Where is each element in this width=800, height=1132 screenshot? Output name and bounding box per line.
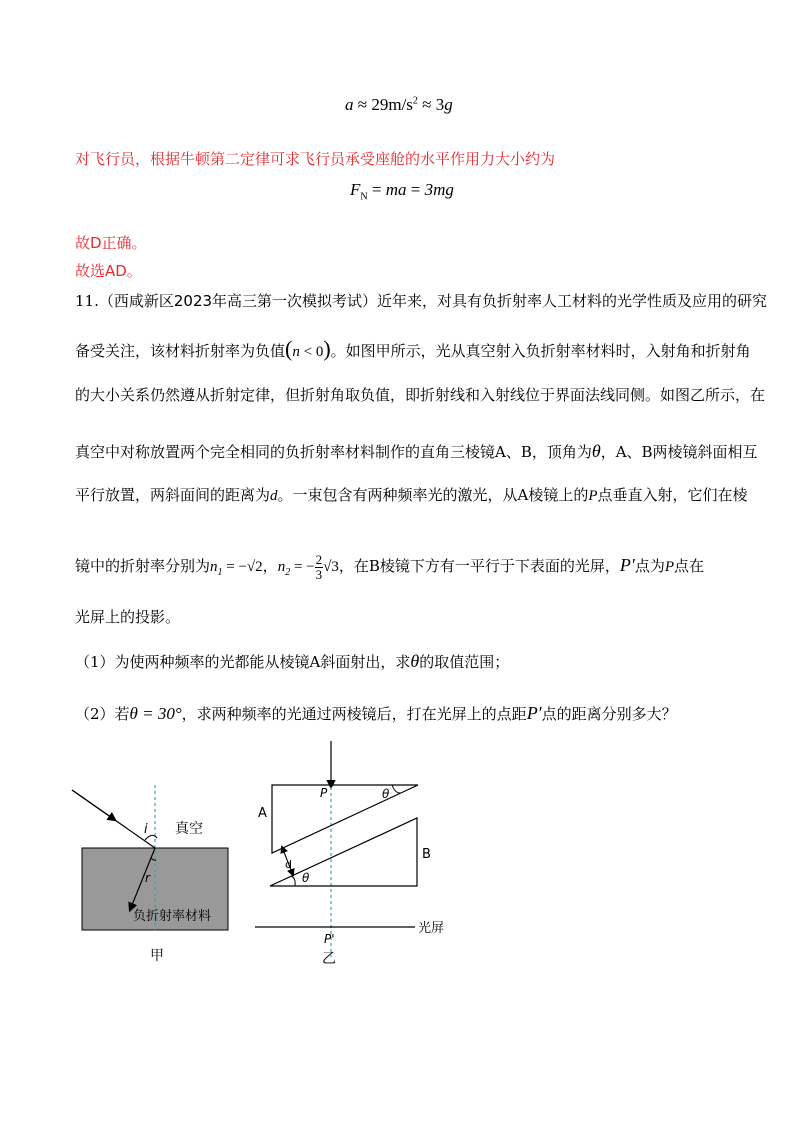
sub-question-2: （2）若θ = 30°，求两种频率的光通过两棱镜后，打在光屏上的点距P′点的距离分别多大？: [75, 703, 677, 723]
label-p-prime: P': [324, 932, 335, 946]
question-line-5: 平行放置，两斜面间的距离为d。一束包含有两种频率光的激光，从A棱镜上的P点垂直入射，它们在棱: [75, 486, 748, 504]
formula-normal-force: $F_N$ = ma = 3mg: [350, 180, 454, 203]
question-line-6: 镜中的折射率分别为$n_1 = -√2$，$n_2$ = − $\frac{2}{3}$ √3，在B棱镜下方有一平行于下表面的光屏，P′点为P点在: [75, 552, 705, 583]
figure-yi: [250, 735, 460, 970]
label-r: r: [145, 871, 150, 885]
label-i: i: [144, 822, 148, 837]
prism-a: [272, 785, 418, 853]
caption-yi: 乙: [322, 951, 336, 967]
theta-arc-bottom: [291, 876, 295, 886]
formula-acceleration: $a \approx 29m/s^2 \approx 3g$: [345, 95, 453, 114]
caption-jia: 甲: [150, 948, 164, 964]
sub-question-1: （1）为使两种频率的光都能从棱镜A斜面射出，求θ的取值范围；: [75, 651, 510, 671]
label-material: 负折射率材料: [133, 909, 212, 924]
d-correct-text: 故D正确。: [75, 234, 147, 252]
label-theta-bottom: θ: [302, 871, 310, 885]
label-theta-top: θ: [382, 787, 390, 801]
question-line-3: 的大小关系仍然遵从折射定律，但折射角取负值，即折射线和入射线位于界面法线同侧。如图乙所示，在: [75, 386, 766, 404]
label-prism-a: A: [258, 806, 267, 821]
question-source: （西咸新区2023年高三第一次模拟考试）: [98, 292, 378, 310]
figure-jia: [60, 770, 250, 970]
theta-arc-top: [392, 785, 400, 793]
question-line-1: 11.（西咸新区2023年高三第一次模拟考试）近年来，对具有负折射率人工材料的光学性质及应用的研究: [75, 292, 768, 310]
label-screen: 光屏: [418, 921, 445, 936]
label-prism-b: B: [422, 847, 431, 862]
label-d: d: [285, 858, 292, 871]
condition-n-negative: (n < 0): [285, 336, 331, 361]
answer-choice-text: 故选AD。: [75, 262, 142, 280]
label-p: P: [320, 786, 328, 800]
newton-law-text: 对飞行员，根据牛顿第二定律可求飞行员承受座舱的水平作用力大小约为: [75, 150, 556, 168]
question-number: 11.: [75, 292, 99, 310]
question-line-4: 真空中对称放置两个完全相同的负折射率材料制作的直角三棱镜A、B，顶角为θ，A、B两棱镜斜面相互: [75, 441, 758, 461]
question-line-7: 光屏上的投影。: [75, 608, 181, 626]
prism-b: [270, 818, 417, 886]
question-line-2: 备受关注，该材料折射率为负值(n < 0)。如图甲所示，光从真空射入负折射率材料时，入射角和折射角: [75, 336, 751, 361]
label-vacuum: 真空: [175, 821, 203, 837]
